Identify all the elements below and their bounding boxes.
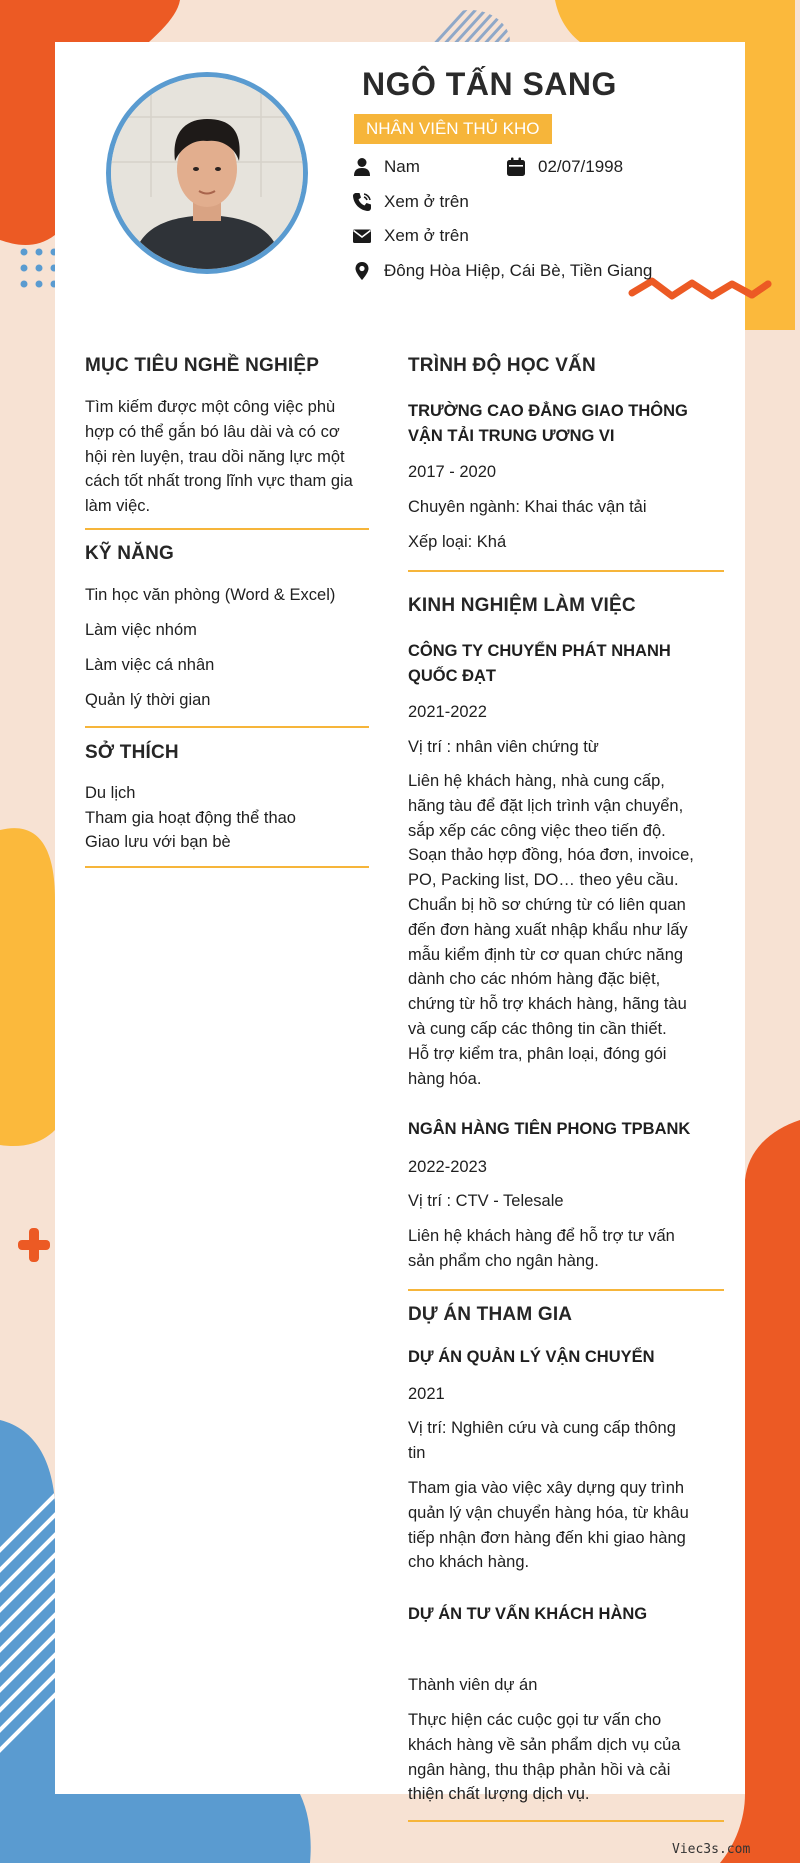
person-icon xyxy=(352,157,372,177)
company-name: CÔNG TY CHUYỂN PHÁT NHANH QUỐC ĐẠT xyxy=(408,642,671,685)
envelope-icon xyxy=(352,226,372,246)
job-position: Vị trí : nhân viên chứng từ xyxy=(408,738,599,756)
phone-value: Xem ở trên xyxy=(384,192,469,211)
phone-icon xyxy=(352,192,372,212)
avatar xyxy=(106,72,308,274)
gender-value: Nam xyxy=(384,157,420,176)
calendar-icon xyxy=(506,157,526,177)
project-description: Thực hiện các cuộc gọi tư vấn cho khách hàng về sản phẩm dịch vụ của ngân hàng, thu thập phản hồi và cải thiện chất lượng dịch vụ. xyxy=(408,1711,681,1804)
email-row xyxy=(352,226,469,246)
phone-row xyxy=(352,192,469,212)
location-pin-icon xyxy=(352,261,372,281)
objective-text: Tìm kiếm được một công việc phù hợp có thể gắn bó lâu dài và có cơ hội rèn luyện, trau dồi năng lực một cách tốt nhất trong lĩnh vực tham gia làm việc. xyxy=(85,398,353,516)
gender-row xyxy=(352,157,420,177)
education-major: Chuyên ngành: Khai thác vận tải xyxy=(408,498,647,516)
birthday-value: 02/07/1998 xyxy=(538,157,624,176)
education-title: TRÌNH ĐỘ HỌC VẤN xyxy=(408,355,596,376)
job-years: 2022-2023 xyxy=(408,1158,487,1176)
skill-item: Làm việc cá nhân xyxy=(85,656,215,674)
project-role: Thành viên dự án xyxy=(408,1676,538,1694)
hobby-item: Giao lưu với bạn bè xyxy=(85,833,231,851)
job-years: 2021-2022 xyxy=(408,703,487,721)
birthday-row xyxy=(506,157,623,177)
address-row xyxy=(352,261,652,281)
divider xyxy=(85,726,369,728)
address-value: Đông Hòa Hiệp, Cái Bè, Tiền Giang xyxy=(384,261,653,280)
school-name: TRƯỜNG CAO ĐẲNG GIAO THÔNG VẬN TẢI TRUNG ƯƠNG VI xyxy=(408,402,688,445)
job-position: Vị trí : CTV - Telesale xyxy=(408,1192,564,1210)
education-years: 2017 - 2020 xyxy=(408,463,497,481)
hobby-item: Tham gia hoạt động thể thao xyxy=(85,809,296,827)
project-years: 2021 xyxy=(408,1385,445,1403)
job-title-badge: NHÂN VIÊN THỦ KHO xyxy=(354,114,552,144)
divider xyxy=(85,528,369,530)
job-description: Liên hệ khách hàng để hỗ trợ tư vấn sản phẩm cho ngân hàng. xyxy=(408,1227,675,1270)
project-role: Vị trí: Nghiên cứu và cung cấp thông tin xyxy=(408,1419,676,1462)
education-grade: Xếp loại: Khá xyxy=(408,533,507,551)
project-description: Tham gia vào việc xây dựng quy trình quản lý vận chuyển hàng hóa, từ khâu tiếp nhận đơn hàng đến khi giao hàng cho khách hàng. xyxy=(408,1479,689,1572)
hobbies-title: SỞ THÍCH xyxy=(85,742,179,763)
divider xyxy=(408,1820,724,1822)
objective-section xyxy=(85,355,370,377)
divider xyxy=(408,570,724,572)
project-name: DỰ ÁN QUẢN LÝ VẬN CHUYỂN xyxy=(408,1348,655,1366)
skill-item: Làm việc nhóm xyxy=(85,621,197,639)
company-name: NGÂN HÀNG TIÊN PHONG TPBANK xyxy=(408,1120,691,1138)
job-description: Liên hệ khách hàng, nhà cung cấp, hãng tàu để đặt lịch trình vận chuyển, sắp xếp các công việc theo tiến độ. Soạn thảo hợp đồng, hóa đơn, invoice, PO, Packing list, DO… theo yêu cầu. Chuẩn bị hồ sơ chứng từ có liên quan đến đơn hàng xuất nhập khẩu như lấy mẫu kiểm định từ cơ quan chức năng dành cho các nhóm hàng đặc biệt, chứng từ hỗ trợ khách hàng, hãng tàu và cung cấp các thông tin cần thiết. Hỗ trợ kiểm tra, phân loại, đóng gói hàng hóa. xyxy=(408,772,694,1088)
skill-item: Quản lý thời gian xyxy=(85,691,211,709)
divider xyxy=(85,866,369,868)
watermark: Viec3s.com xyxy=(672,1842,751,1857)
person-name: NGÔ TẤN SANG xyxy=(362,66,617,102)
projects-title: DỰ ÁN THAM GIA xyxy=(408,1304,573,1325)
hobby-item: Du lịch xyxy=(85,784,136,802)
skill-item: Tin học văn phòng (Word & Excel) xyxy=(85,586,336,604)
email-value: Xem ở trên xyxy=(384,226,469,245)
divider xyxy=(408,1289,724,1291)
objective-title: MỤC TIÊU NGHỀ NGHIỆP xyxy=(85,355,320,376)
project-name: DỰ ÁN TƯ VẤN KHÁCH HÀNG xyxy=(408,1605,648,1623)
experience-title: KINH NGHIỆM LÀM VIỆC xyxy=(408,595,636,616)
skills-title: KỸ NĂNG xyxy=(85,543,175,564)
